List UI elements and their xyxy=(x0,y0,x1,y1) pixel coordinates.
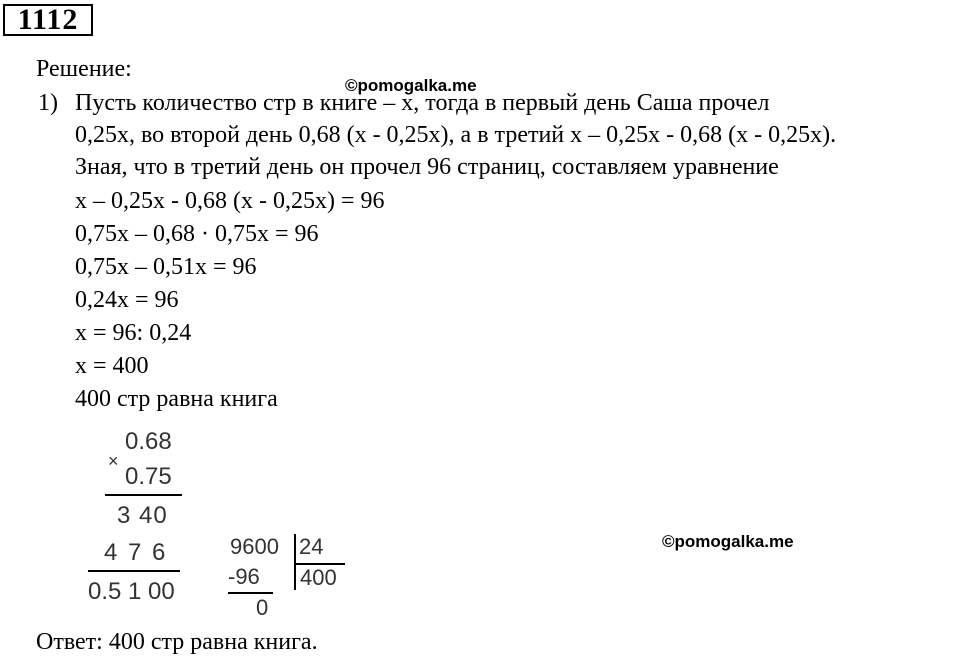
division-remainder: 0 xyxy=(256,595,269,620)
text-line-2: 0,25х, во второй день 0,68 (х - 0,25х), а в третий х – 0,25х - 0,68 (х - 0,25х). xyxy=(75,122,837,148)
multiplication-rule-2 xyxy=(88,570,180,572)
division-vertical-rule xyxy=(294,534,296,590)
multiplier: 0.75 xyxy=(125,463,172,490)
multiplicand: 0.68 xyxy=(125,428,172,455)
watermark-top: ©pomogalka.me xyxy=(345,76,477,95)
multiplication-rule-1 xyxy=(105,494,182,496)
quotient: 400 xyxy=(300,565,337,590)
division-subtraction-rule xyxy=(228,592,273,594)
equation-line-4: 0,24х = 96 xyxy=(75,287,179,313)
answer-line: Ответ: 400 стр равна книга. xyxy=(36,629,318,655)
problem-number: 1112 xyxy=(3,4,93,36)
product-result: 0.5 1 00 xyxy=(88,578,175,605)
equation-line-2: 0,75х – 0,68 · 0,75х = 96 xyxy=(75,221,319,247)
conclusion-line: 400 стр равна книга xyxy=(75,386,278,412)
equation-line-5: х = 96: 0,24 xyxy=(75,320,192,346)
partial-product-1: 3 40 xyxy=(117,502,168,529)
equation-line-1: х – 0,25х - 0,68 (х - 0,25х) = 96 xyxy=(75,188,385,214)
partial-product-2: 4 7 6 xyxy=(104,539,168,566)
divisor: 24 xyxy=(299,534,324,559)
dividend: 9600 xyxy=(230,534,279,559)
text-line-3: Зная, что в третий день он прочел 96 страниц, составляем уравнение xyxy=(75,154,779,180)
division-subtrahend: -96 xyxy=(228,564,260,589)
text-line-1: Пусть количество стр в книге – х, тогда в первый день Саша прочел xyxy=(75,90,770,116)
equation-line-3: 0,75х – 0,51х = 96 xyxy=(75,254,257,280)
solution-label: Решение: xyxy=(36,56,132,82)
item-number: 1) xyxy=(38,90,58,116)
watermark-bottom: ©pomogalka.me xyxy=(662,532,794,551)
multiplication-sign: × xyxy=(108,451,119,471)
equation-line-6: х = 400 xyxy=(75,353,149,379)
